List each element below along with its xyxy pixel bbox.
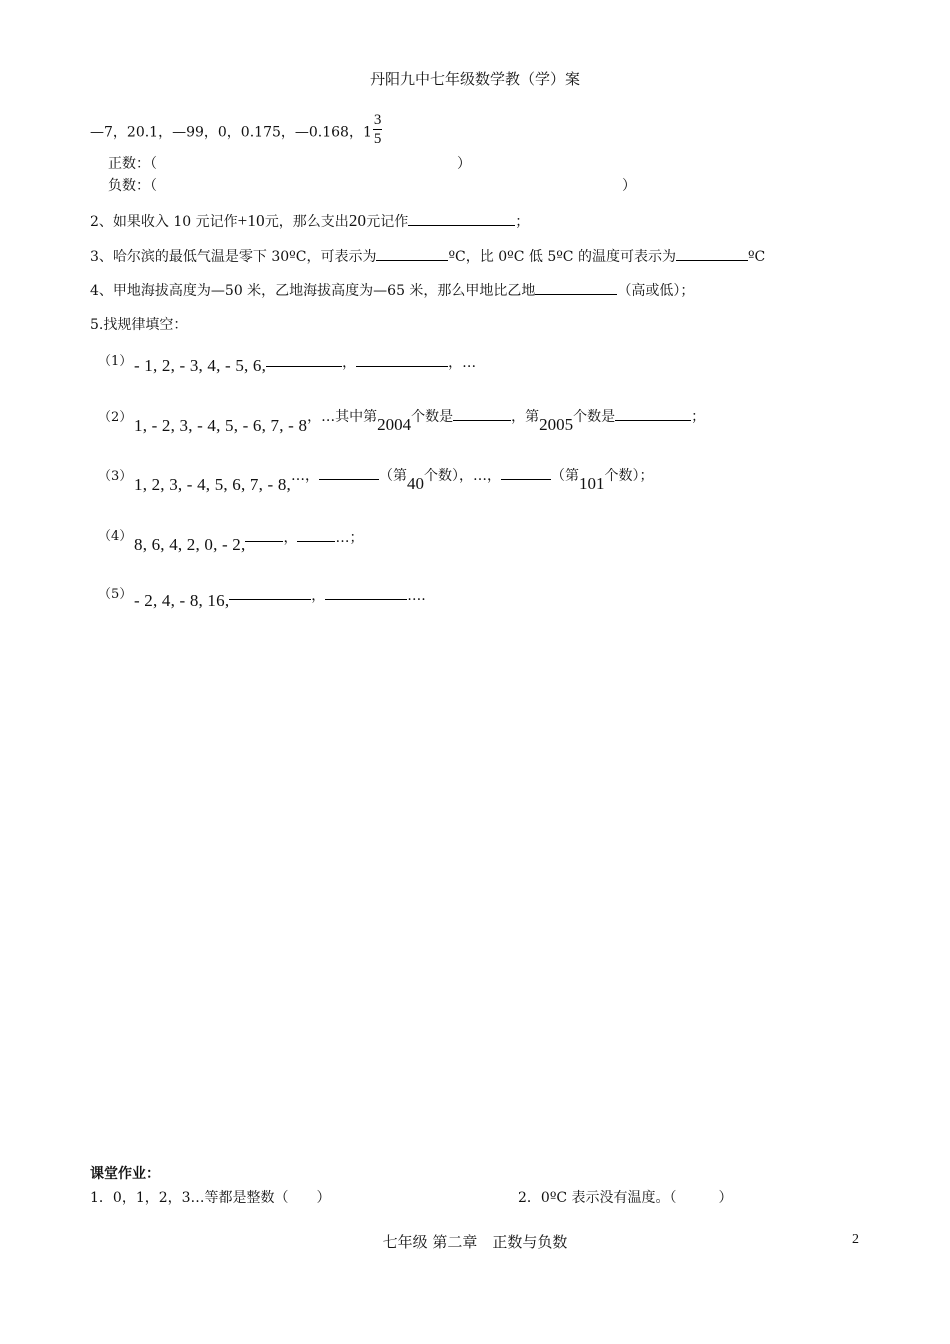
q2-text-3: 元记作 — [366, 214, 409, 230]
item-3-text-5: 个数）； — [604, 468, 654, 484]
fraction-denominator: 5 — [373, 131, 382, 147]
item-4-ellipsis: …； — [335, 530, 364, 546]
q2-plus-ten: +10 — [237, 211, 265, 230]
q2-end: ； — [515, 214, 530, 230]
item-3-sequence: 1, 2, 3, - 4, 5, 6, 7, - 8, — [134, 475, 291, 494]
item-3-n40: 40 — [406, 474, 424, 493]
item-2-text-5: ； — [691, 409, 706, 425]
item-3-text-4: （第 — [550, 468, 579, 484]
pattern-item-1-body — [134, 352, 477, 375]
q4-answer-blank[interactable] — [535, 280, 617, 295]
item-3-blank-2[interactable] — [501, 465, 551, 480]
pattern-item-2-label — [98, 406, 132, 425]
item-1-label: （1） — [98, 354, 133, 369]
homework-item-1[interactable]: 1．0，1，2，3…等都是整数（ ） — [90, 1190, 331, 1206]
item-5-label: （5） — [98, 587, 133, 602]
item-5-sep: ， — [311, 588, 326, 604]
item-2-sequence: 1, - 2, 3, - 4, 5, - 6, 7, - 8 — [134, 416, 308, 435]
negative-numbers-row — [108, 175, 636, 195]
fraction-numerator: 3 — [373, 112, 382, 128]
q4-text-1: 4、甲地海拔高度为—50 米，乙地海拔高度为—65 米，那么甲地比乙地 — [90, 283, 536, 299]
positive-label: 正数：（ — [108, 156, 157, 172]
q3-answer-blank-2[interactable] — [676, 246, 748, 261]
q3-text-2: ºC，比 0ºC 低 5ºC 的温度可表示为 — [448, 249, 676, 265]
item-5-blank-2[interactable] — [325, 585, 407, 600]
item-3-n101: 101 — [578, 474, 605, 493]
item-3-blank-1[interactable] — [319, 465, 379, 480]
item-4-sequence: 8, 6, 4, 2, 0, - 2, — [134, 535, 246, 554]
footer-chapter: 七年级 第二章 正数与负数 — [382, 1233, 568, 1251]
item-3-label: （3） — [98, 469, 133, 484]
mixed-fraction — [373, 111, 383, 148]
negative-label: 负数：（ — [108, 178, 157, 194]
item-5-ellipsis: …. — [407, 588, 426, 604]
item-5-blank-1[interactable] — [229, 585, 311, 600]
item-3-text-3: 个数），…， — [423, 468, 501, 484]
positive-numbers-row — [108, 153, 471, 173]
item-4-blank-2[interactable] — [297, 527, 335, 542]
q3-answer-blank-1[interactable] — [376, 246, 448, 261]
pattern-item-3-body — [134, 465, 654, 494]
page-number: 2 — [852, 1232, 859, 1247]
item-2-n2005: 2005 — [539, 415, 574, 434]
pattern-item-5-label — [98, 583, 132, 602]
item-2-text-1: ，…其中第 — [307, 409, 378, 425]
q1-numbers-text: —7，20.1，—99，0，0.175，—0.168，1 — [90, 124, 372, 141]
item-2-text-3: ，第 — [511, 409, 540, 425]
pattern-item-2-body — [134, 406, 706, 435]
item-4-label: （4） — [98, 529, 133, 544]
q4-text-2: （高或低）； — [617, 283, 695, 299]
pattern-item-1 — [98, 350, 132, 369]
positive-close-paren: ） — [457, 156, 471, 172]
question-4 — [90, 280, 694, 300]
item-1-sep: ， — [342, 355, 357, 371]
negative-close-paren: ） — [622, 178, 636, 194]
q3-text-1: 3、哈尔滨的最低气温是零下 30ºC，可表示为 — [90, 249, 377, 265]
q2-text-2: 元，那么支出 — [264, 214, 349, 230]
item-3-text-1: …， — [290, 468, 319, 484]
item-2-label: （2） — [98, 410, 133, 425]
item-2-blank-1[interactable] — [453, 406, 511, 421]
question-3 — [90, 246, 765, 266]
question-5-title: 5.找规律填空： — [90, 317, 188, 333]
pattern-item-3-label — [98, 465, 132, 484]
q2-text-1: 2、如果收入 10 元记作 — [90, 214, 238, 230]
item-2-text-4: 个数是 — [573, 409, 616, 425]
homework-item-2[interactable]: 2．0ºC 表示没有温度。（ ） — [518, 1190, 733, 1206]
item-2-blank-2[interactable] — [615, 406, 691, 421]
page-header-title: 丹阳九中七年级数学教（学）案 — [369, 70, 580, 88]
pattern-item-5-body — [134, 585, 426, 610]
pattern-item-4-label — [98, 525, 132, 544]
item-5-sequence: - 2, 4, - 8, 16, — [134, 591, 230, 610]
q2-answer-blank[interactable] — [408, 211, 515, 226]
pattern-item-4-body — [134, 527, 364, 554]
item-1-sep-2: ， — [448, 355, 463, 371]
q2-twenty: 20 — [348, 211, 367, 230]
homework-title: 课堂作业： — [90, 1166, 160, 1182]
item-2-text-2: 个数是 — [411, 409, 454, 425]
item-1-ellipsis: … — [462, 355, 477, 371]
item-1-blank-2[interactable] — [356, 352, 448, 367]
item-1-sequence: - 1, 2, - 3, 4, - 5, 6, — [134, 356, 267, 375]
item-2-n2004: 2004 — [377, 415, 412, 434]
item-1-blank-1[interactable] — [266, 352, 342, 367]
question-2 — [90, 211, 529, 231]
item-4-blank-1[interactable] — [245, 527, 283, 542]
q3-unit: ºC — [747, 249, 766, 265]
item-4-sep: ， — [283, 530, 298, 546]
q1-number-list — [90, 114, 382, 151]
item-3-text-2: （第 — [378, 468, 407, 484]
